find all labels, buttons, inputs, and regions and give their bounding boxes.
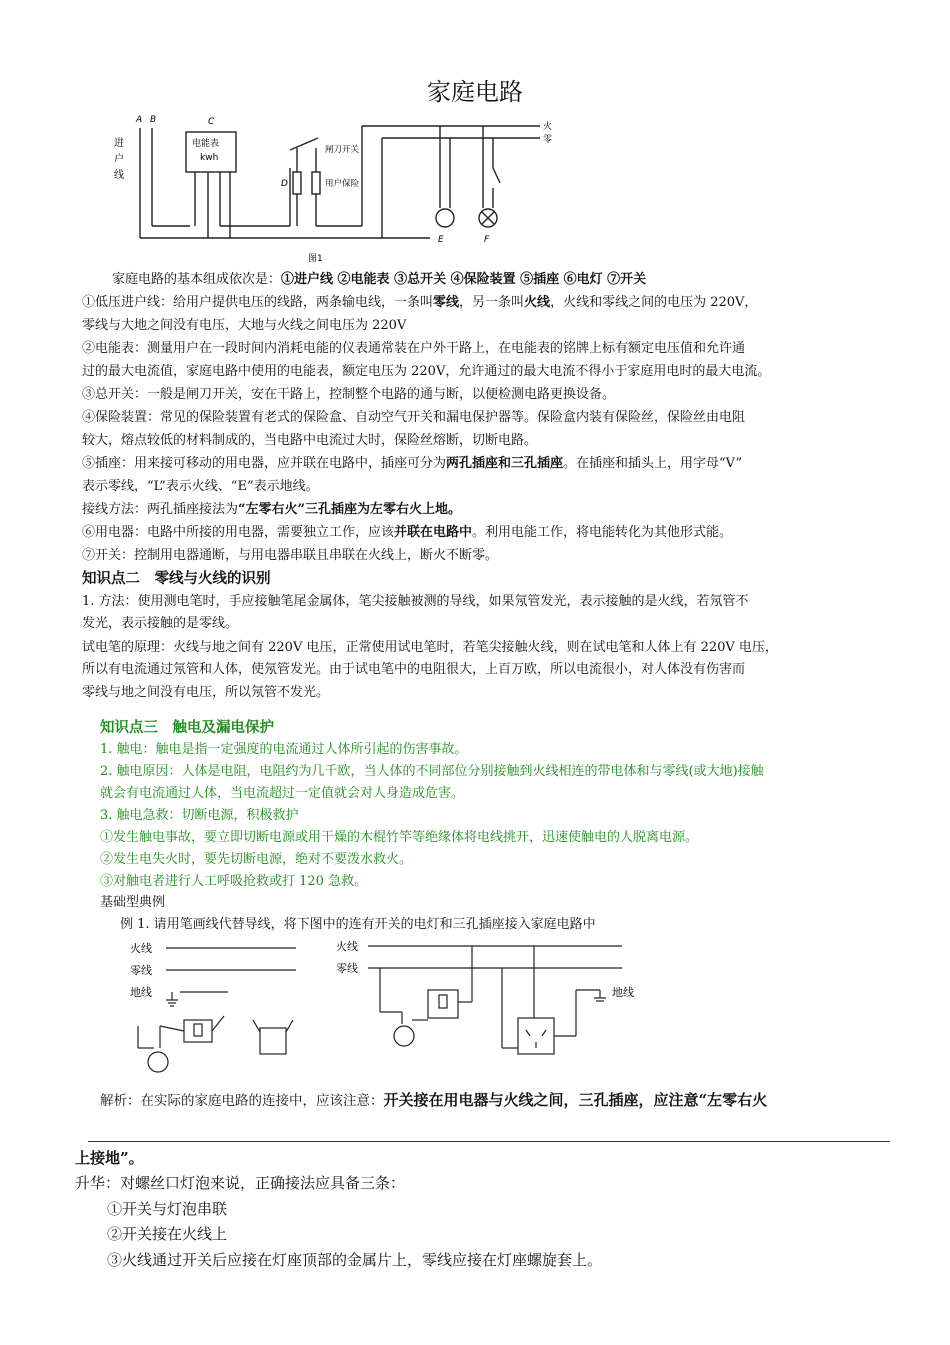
label-entry-1: 进 <box>114 138 124 149</box>
label-c: C <box>208 117 215 127</box>
k2-method-line-2: 发光，表示接触的是零线。 <box>82 616 239 631</box>
label-neutral: 零 <box>543 135 553 145</box>
label-entry-2: 户 <box>114 154 124 165</box>
example-diagram-right <box>332 932 662 1062</box>
k3-line-3: 就会有电流通过人体，当电流超过一定值就会对人身造成危害。 <box>100 786 465 801</box>
paragraph-1-line-2: 零线与大地之间没有电压，大地与火线之间电压为 220V <box>82 318 407 333</box>
fig2-right-ground: 地线 <box>612 986 634 999</box>
k3-line-7: ③对触电者进行人工呼吸抢救或打 120 急救。 <box>100 874 368 889</box>
fig2-right-live: 火线 <box>336 940 358 953</box>
k3-line-1: 1. 触电：触电是指一定强度的电流通过人体所引起的伤害事故。 <box>100 742 468 757</box>
basic-example-label: 基础型典例 <box>100 895 166 910</box>
k2-method-line-1: 1. 方法：使用测电笔时，手应接触笔尾金属体，笔尖接触被测的导线，如果氖管发光，表示接触的是火线，若氖管不 <box>82 594 749 609</box>
label-live: 火 <box>543 122 553 132</box>
analysis-line: 解析：在实际的家庭电路的连接中，应该注意：开关接在用电器与火线之间，三孔插座，应注意“左零右火 <box>100 1091 768 1109</box>
figure-caption: 图1 <box>308 254 323 264</box>
k2-principle-line-3: 零线与地之间没有电压，所以氖管不发光。 <box>82 685 330 700</box>
paragraph-4-line-2: 较大，熔点较低的材料制成的，当电路中电流过大时，保险丝熔断，切断电路。 <box>82 433 538 448</box>
label-kwh: kwh <box>200 153 219 163</box>
section-heading-k3: 知识点三 触电及漏电保护 <box>100 719 274 736</box>
paragraph-5-line-1: ⑤插座：用来接可移动的用电器，应并联在电路中，插座可分为两孔插座和三孔插座。在插座和插头上，用字母“V” <box>82 456 743 471</box>
label-e: E <box>438 235 444 245</box>
label-a: A <box>136 115 143 125</box>
household-circuit-diagram <box>100 108 560 268</box>
paragraph-1-line-1: ①低压进户线：给用户提供电压的线路，两条输电线，一条叫零线，另一条叫火线，火线和零线之间的电压为 220V， <box>82 295 758 310</box>
label-b: B <box>150 115 157 125</box>
paragraph-6: ⑥用电器：电路中所接的用电器，需要独立工作，应该并联在电路中。利用电能工作，将电能转化为其他形式能。 <box>82 525 733 540</box>
fig2-left-live: 火线 <box>130 942 152 955</box>
paragraph-5-line-2: 表示零线，“L”表示火线、“E”表示地线。 <box>82 479 319 494</box>
intro-line <box>112 270 912 290</box>
example-1-prompt: 例 1. 请用笔画线代替导线，将下图中的连有开关的电灯和三孔插座接入家庭电路中 <box>120 917 596 932</box>
section-heading-k2: 知识点二 零线与火线的识别 <box>82 570 271 587</box>
paragraph-7: ⑦开关：控制用电器通断，与用电器串联且串联在火线上，断火不断零。 <box>82 548 499 563</box>
paragraph-3: ③总开关：一般是闸刀开关，安在干路上，控制整个电路的通与断，以便检测电路更换设备。 <box>82 387 616 402</box>
upgrade-intro: 升华：对螺丝口灯泡来说，正确接法应具备三条： <box>75 1174 406 1192</box>
k3-line-6: ②发生电失火时，要先切断电源，绝对不要泼水救火。 <box>100 852 413 867</box>
k3-line-2: 2. 触电原因：人体是电阻，电阻约为几千欧，当人体的不同部位分别接触到火线相连的带电体和与零线(或大地)接触 <box>100 764 764 779</box>
label-f: F <box>484 235 490 245</box>
analysis-continued: 上接地”。 <box>75 1149 144 1167</box>
wiring-method: 接线方法：两孔插座接法为“左零右火”三孔插座为左零右火上地。 <box>82 502 461 517</box>
upgrade-item-3: ③火线通过开关后应接在灯座顶部的金属片上，零线应接在灯座螺旋套上。 <box>107 1251 603 1269</box>
intro-prefix: 家庭电路的基本组成依次是： <box>112 272 282 287</box>
intro-items: ①进户线 ②电能表 ③总开关 ④保险装置 ⑤插座 ⑥电灯 ⑦开关 <box>281 272 647 287</box>
upgrade-item-1: ①开关与灯泡串联 <box>107 1200 228 1218</box>
label-fuse: 用户保险 <box>325 179 360 189</box>
label-meter: 电能表 <box>192 139 220 149</box>
k3-line-4: 3. 触电急救：切断电源，积极救护 <box>100 808 299 823</box>
label-entry-3: 线 <box>114 170 124 181</box>
paragraph-2-line-1: ②电能表：测量用户在一段时间内消耗电能的仪表通常装在户外干路上，在电能表的铭牌上标有额定电压值和允许通 <box>82 341 746 356</box>
fig2-left-ground: 地线 <box>130 986 152 999</box>
fig2-right-neutral: 零线 <box>336 962 358 975</box>
label-d: D <box>281 179 288 189</box>
k2-principle-line-1: 试电笔的原理：火线与地之间有 220V 电压，正常使用试电笔时，若笔尖接触火线，则在试电笔和人体上有 220V 电压， <box>82 640 778 655</box>
paragraph-2-line-2: 过的最大电流值，家庭电路中使用的电能表，额定电压为 220V，允许通过的最大电流不得小于家庭用电时的最大电流。 <box>82 364 771 379</box>
k3-line-5: ①发生触电事故，要立即切断电源或用干燥的木棍竹竿等绝缘体将电线挑开，迅速使触电的人脱离电源。 <box>100 830 699 845</box>
example-diagram-left <box>128 936 308 1084</box>
page-title: 家庭电路 <box>427 78 523 106</box>
k2-principle-line-2: 所以有电流通过氖管和人体，使氖管发光。由于试电笔中的电阻很大，上百万欧，所以电流很小，对人体没有伤害而 <box>82 662 746 677</box>
paragraph-4-line-1: ④保险装置：常见的保险装置有老式的保险盒、自动空气开关和漏电保护器等。保险盒内装有保险丝，保险丝由电阻 <box>82 410 746 425</box>
upgrade-item-2: ②开关接在火线上 <box>107 1225 228 1243</box>
label-knife-switch: 闸刀开关 <box>325 145 360 155</box>
page-divider <box>88 1141 890 1142</box>
fig2-left-neutral: 零线 <box>130 964 152 977</box>
